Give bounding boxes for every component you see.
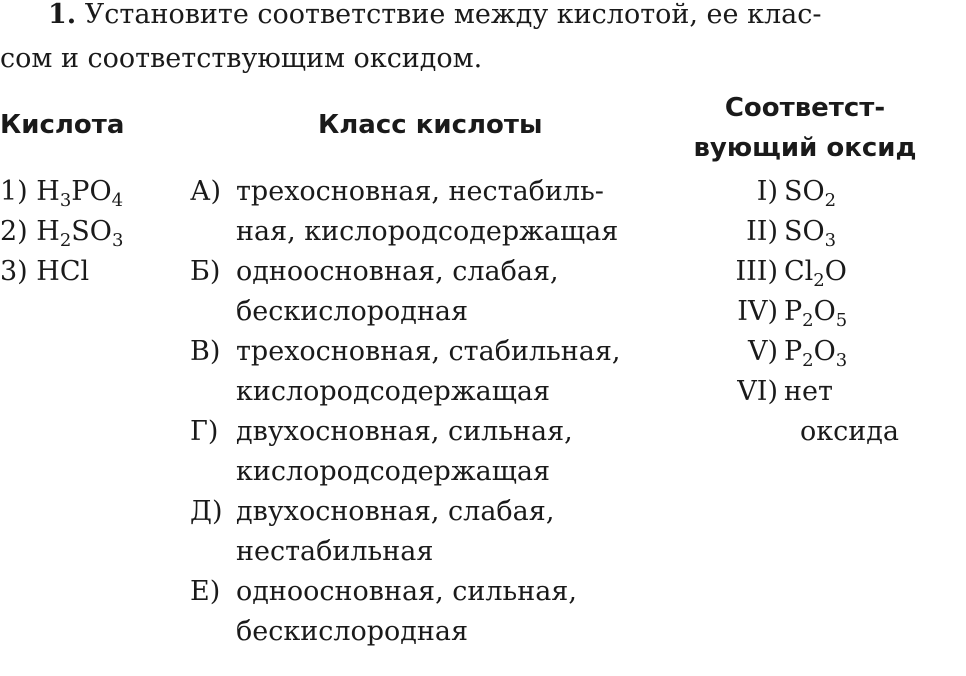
acid-item xyxy=(0,172,123,212)
formula-subscript: 2 xyxy=(802,350,814,371)
oxide-item xyxy=(700,252,930,292)
oxide-formula xyxy=(784,336,848,371)
oxide-formula xyxy=(784,296,848,331)
oxide-formula xyxy=(784,376,833,407)
formula-text: O xyxy=(824,256,847,287)
class-description-line: двухосновная, слабая, xyxy=(236,496,555,527)
class-description-line: кислородсодержащая xyxy=(236,376,550,407)
acid-item xyxy=(0,212,123,252)
header-class: Класс кислоты xyxy=(318,110,543,140)
oxide-number: III) xyxy=(735,256,778,287)
class-description xyxy=(236,332,621,412)
formula-subscript: 3 xyxy=(59,190,72,211)
class-list xyxy=(190,172,670,652)
class-letter: Е) xyxy=(190,576,221,607)
formula-text: H xyxy=(36,216,60,247)
acid-formula xyxy=(36,176,124,211)
class-description xyxy=(236,252,559,332)
acid-number: 1) xyxy=(0,176,37,207)
formula-subscript: 2 xyxy=(802,310,814,331)
class-item xyxy=(190,572,670,652)
header-oxide-line1: Соответст- xyxy=(724,93,886,123)
formula-subscript: 2 xyxy=(824,190,837,211)
acid-formula xyxy=(36,256,89,287)
formula-text: O xyxy=(813,336,836,367)
formula-subscript: 5 xyxy=(835,310,848,331)
task-text-line2: сом и соответствующим оксидом. xyxy=(0,43,483,74)
oxide-item xyxy=(700,372,930,412)
header-oxide xyxy=(680,88,930,168)
header-acid: Кислота xyxy=(0,110,125,140)
class-description-line: двухосновная, сильная, xyxy=(236,416,573,447)
oxide-item xyxy=(700,212,930,252)
class-description-line: кислородсодержащая xyxy=(236,456,550,487)
class-item xyxy=(190,252,670,332)
formula-text: Cl xyxy=(784,256,814,287)
class-description-line: ная, кислородсодержащая xyxy=(236,216,619,247)
class-letter: А) xyxy=(190,176,221,207)
oxide-item xyxy=(700,172,930,212)
class-letter: В) xyxy=(190,336,221,367)
header-oxide-line2: вующий оксид xyxy=(693,133,917,163)
oxide-item xyxy=(700,332,930,372)
acid-item xyxy=(0,252,123,292)
oxide-formula xyxy=(784,216,837,251)
class-item xyxy=(190,492,670,572)
class-description xyxy=(236,572,577,652)
formula-text: O xyxy=(813,296,836,327)
formula-text: P xyxy=(784,336,803,367)
oxide-number: V) xyxy=(747,336,778,367)
oxide-note: оксида xyxy=(800,416,899,447)
class-description-line: одноосновная, слабая, xyxy=(236,256,559,287)
task-text-line1: Установите соответствие между кислотой, ее клас- xyxy=(84,0,822,30)
formula-text: SO xyxy=(784,176,825,207)
formula-subscript: 2 xyxy=(813,270,825,291)
class-letter: Б) xyxy=(190,256,221,287)
class-letter: Д) xyxy=(190,496,223,527)
formula-subscript: 3 xyxy=(824,230,837,251)
oxide-number: VI) xyxy=(737,376,778,407)
class-description-line: бескислородная xyxy=(236,616,469,647)
oxide-number: II) xyxy=(746,216,778,247)
class-item xyxy=(190,332,670,412)
formula-text: H xyxy=(36,176,60,207)
oxide-number: I) xyxy=(756,176,778,207)
formula-text: нет xyxy=(784,376,833,407)
class-description-line: трехосновная, нестабиль- xyxy=(236,176,604,207)
class-description-line: бескислородная xyxy=(236,296,469,327)
oxide-formula xyxy=(784,176,837,211)
formula-subscript: 3 xyxy=(835,350,848,371)
acid-formula xyxy=(36,216,124,251)
formula-text: PO xyxy=(71,176,112,207)
oxide-list xyxy=(700,172,930,452)
class-description-line: трехосновная, стабильная, xyxy=(236,336,621,367)
oxide-number: IV) xyxy=(737,296,778,327)
oxide-formula xyxy=(784,256,847,291)
acid-number: 3) xyxy=(0,256,37,287)
class-description xyxy=(236,412,573,492)
class-item xyxy=(190,412,670,492)
formula-text: SO xyxy=(784,216,825,247)
formula-subscript: 3 xyxy=(111,230,124,251)
class-letter: Г) xyxy=(190,416,219,447)
class-description-line: нестабильная xyxy=(236,536,434,567)
formula-subscript: 4 xyxy=(111,190,124,211)
class-description-line: одноосновная, сильная, xyxy=(236,576,577,607)
class-item xyxy=(190,172,670,252)
acid-number: 2) xyxy=(0,216,37,247)
oxide-item xyxy=(700,292,930,332)
formula-text: HCl xyxy=(36,256,90,287)
acid-list xyxy=(0,172,123,292)
class-description xyxy=(236,492,554,572)
formula-subscript: 2 xyxy=(59,230,72,251)
formula-text: P xyxy=(784,296,803,327)
formula-text: SO xyxy=(71,216,112,247)
task-number: 1. xyxy=(48,0,77,30)
class-description xyxy=(236,172,618,252)
